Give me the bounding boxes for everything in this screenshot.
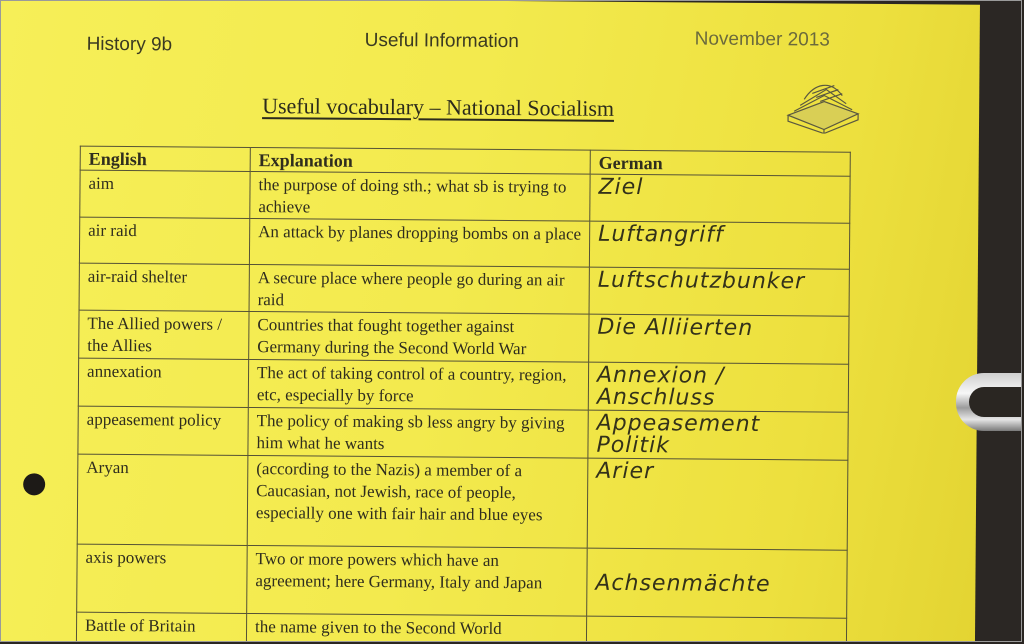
explanation: An attack by planes dropping bombs on a place <box>249 219 589 268</box>
explanation: the purpose of doing sth.; what sb is trying to achieve <box>250 172 590 222</box>
german-translation: Achsenmächte <box>587 548 848 618</box>
punch-hole <box>23 473 45 495</box>
german-translation: Arier <box>587 458 848 550</box>
english-term: air-raid shelter <box>79 263 249 311</box>
german-translation: Luftangriff <box>589 221 849 269</box>
explanation: The act of taking control of a country, region, etc, especially by force <box>248 360 588 411</box>
german-translation: Luftschutzbunker <box>589 267 849 316</box>
english-term: air raid <box>79 217 249 264</box>
german-translation: Annexion / Anschluss <box>588 362 848 412</box>
explanation: the name given to the Second World <box>246 613 586 642</box>
explanation: A secure place where people go during an air raid <box>249 265 589 315</box>
binder-ring-gap <box>969 387 1022 417</box>
table-row <box>79 310 849 364</box>
english-term: axis powers <box>77 544 248 613</box>
column-header-english: English <box>80 146 250 171</box>
german-translation: Die Alliierten <box>589 314 849 364</box>
table-row <box>79 217 849 269</box>
table-row <box>78 406 848 460</box>
vocabulary-table <box>76 146 851 642</box>
german-translation <box>586 616 846 642</box>
class-label: History 9b <box>86 33 173 56</box>
german-translation: Ziel <box>590 174 850 223</box>
date-label: November 2013 <box>694 28 830 51</box>
explanation: Countries that fought together against Germany during the Second World War <box>249 312 589 363</box>
table-row <box>77 454 848 550</box>
column-header-german: German <box>590 150 850 176</box>
english-term: annexation <box>78 358 248 407</box>
german-translation: Appeasement Politik <box>588 410 848 460</box>
english-term: aim <box>80 170 250 218</box>
table-row <box>79 263 849 316</box>
handout-heading: Useful Information <box>364 29 519 53</box>
table-row <box>77 544 848 618</box>
english-term: The Allied powers / the Allies <box>79 310 249 359</box>
english-term: appeasement policy <box>78 406 248 455</box>
book-stamp-icon <box>784 75 862 134</box>
english-term: Aryan <box>77 454 248 545</box>
table-row <box>80 170 850 223</box>
explanation: The policy of making sb less angry by giving him what he wants <box>248 408 588 459</box>
explanation: Two or more powers which have an agreement; here Germany, Italy and Japan <box>247 545 588 616</box>
vocabulary-title: Useful vocabulary – National Socialism <box>262 93 615 121</box>
table-row <box>76 612 846 642</box>
english-term: Battle of Britain <box>76 612 246 642</box>
explanation: (according to the Nazis) a member of a Caucasian, not Jewish, race of people, especially one with fair hair and blue eyes <box>247 456 588 549</box>
column-header-explanation: Explanation <box>250 148 590 175</box>
table-row <box>78 358 848 412</box>
